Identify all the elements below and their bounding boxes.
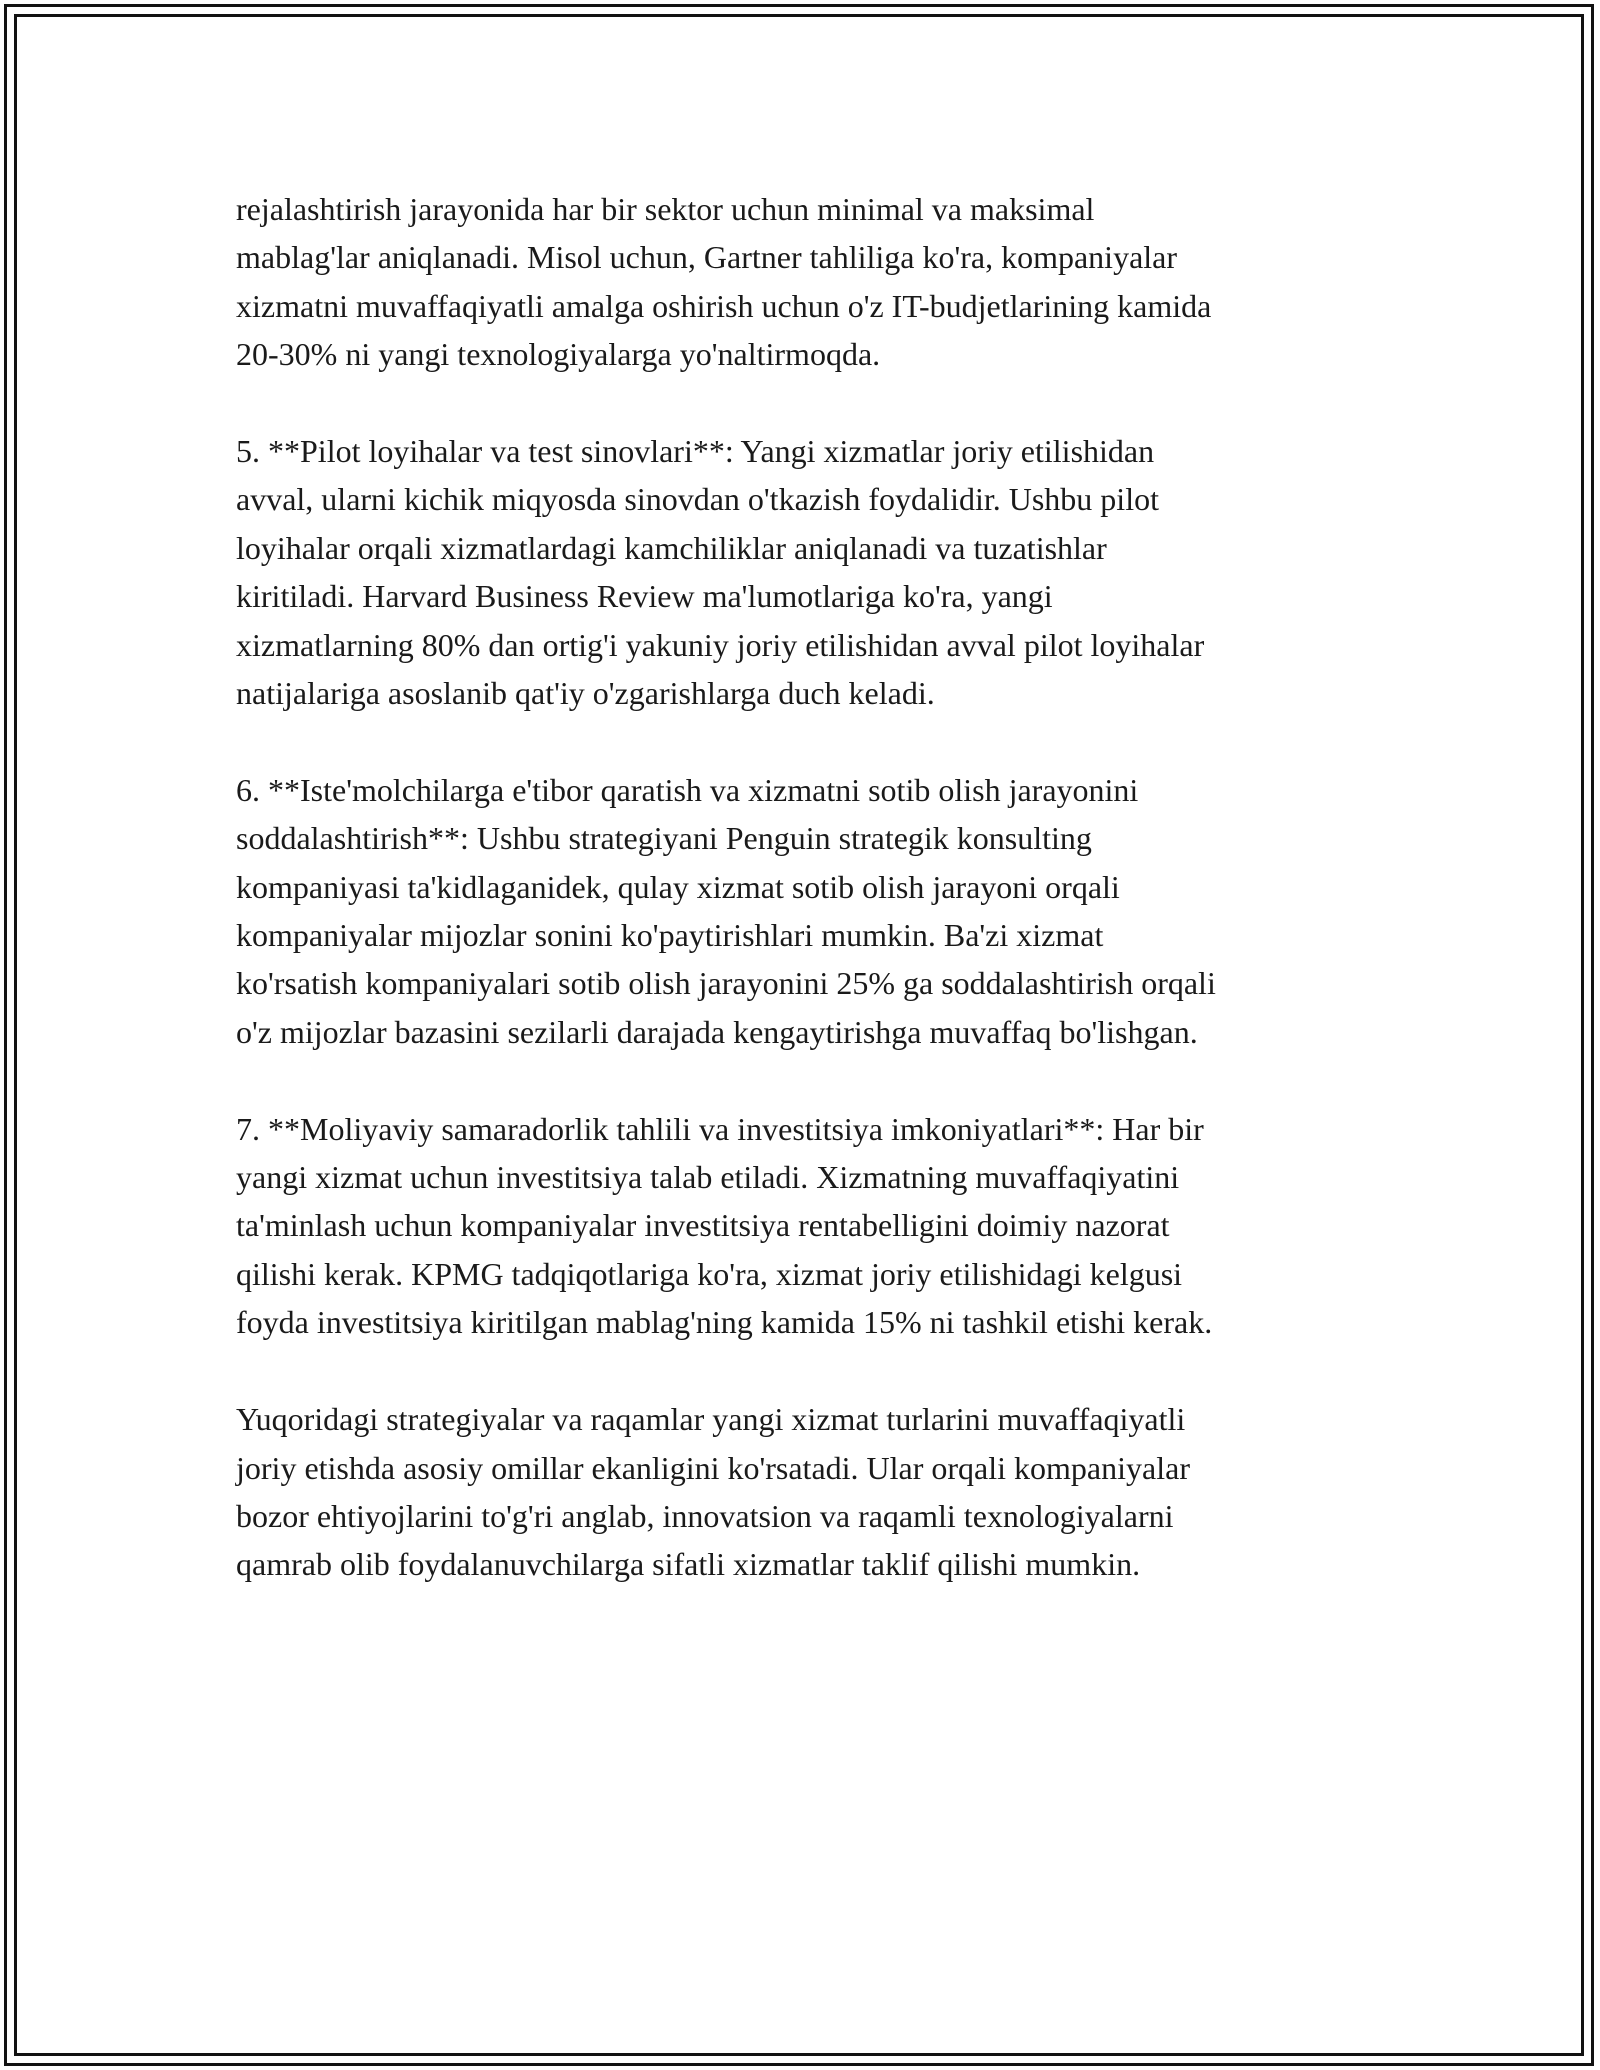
paragraph-pilot-projects: 5. **Pilot loyihalar va test sinovlari**: Yangi xizmatlar joriy etilishidan avval, ularni kichik miqyosda sinovdan o'tkazish foydalidir. Ushbu pilot loyihalar orqali xizmatlardagi kamchiliklar aniqlanadi va tuzatishlar kiritiladi. Harvard Business Review ma'lumotlariga ko'ra, yangi xizmatlarning 80% dan ortig'i yakuniy joriy etilishidan avval pilot loyihalar natijalariga asoslanib qat'iy o'zgarishlarga duch keladi. xyxy=(236,433,1205,712)
paragraph-conclusion: Yuqoridagi strategiyalar va raqamlar yangi xizmat turlarini muvaffaqiyatli joriy etishda asosiy omillar ekanligini ko'rsatadi. Ular orqali kompaniyalar bozor ehtiyojlarini to'g'ri anglab, innovatsion va raqamli texnologiyalarni qamrab olib foydalanuvchilarga sifatli xizmatlar taklif qilishi mumkin. xyxy=(236,1401,1190,1583)
paragraph-financial-analysis: 7. **Moliyaviy samaradorlik tahlili va investitsiya imkoniyatlari**: Har bir yangi xizmat uchun investitsiya talab etiladi. Xizmatning muvaffaqiyatini ta'minlash uchun kompaniyalar investitsiya rentabelligini doimiy nazorat qilishi kerak. KPMG tadqiqotlariga ko'ra, xizmat joriy etilishidagi kelgusi foyda investitsiya kiritilgan mablag'ning kamida 15% ni tashkil etishi kerak. xyxy=(236,1110,1213,1341)
document-body xyxy=(236,185,1366,1637)
paragraph-budget-planning: rejalashtirish jarayonida har bir sektor uchun minimal va maksimal mablag'lar aniqlanadi. Misol uchun, Gartner tahliliga ko'ra, kompaniyalar xizmatni muvaffaqiyatli amalga oshirish uchun o'z IT-budjetlarining kamida 20-30% ni yangi texnologiyalarga yo'naltirmoqda. xyxy=(236,191,1212,373)
paragraph-consumer-focus: 6. **Iste'molchilarga e'tibor qaratish va xizmatni sotib olish jarayonini soddalashtirish**: Ushbu strategiyani Penguin strategik konsulting kompaniyasi ta'kidlaganidek, qulay xizmat sotib olish jarayoni orqali kompaniyalar mijozlar sonini ko'paytirishlari mumkin. Ba'zi xizmat ko'rsatish kompaniyalari sotib olish jarayonini 25% ga soddalashtirish orqali o'z mijozlar bazasini sezilarli darajada kengaytirishga muvaffaq bo'lishgan. xyxy=(236,771,1216,1050)
